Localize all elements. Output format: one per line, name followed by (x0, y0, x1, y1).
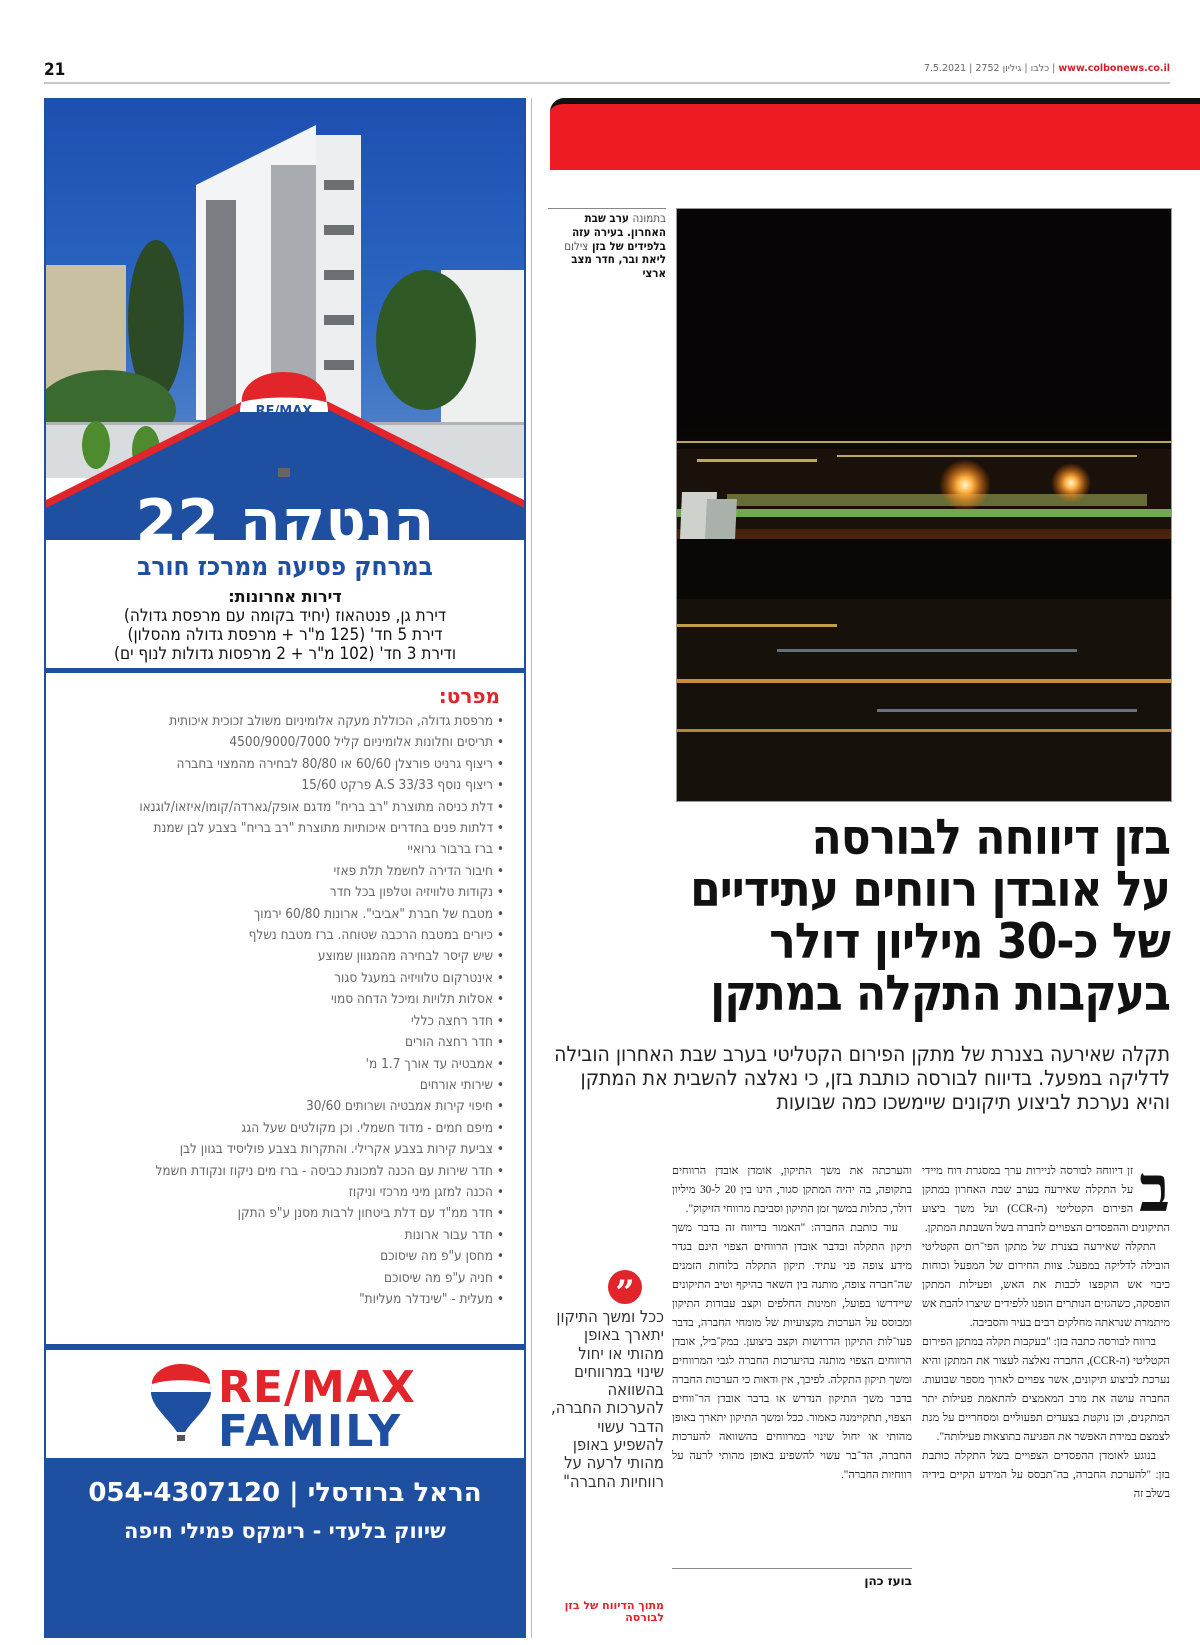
spec-item: • כיורים במטבח הרכבה שטוחה. ברז מטבח נשלף (44, 925, 504, 946)
ad-divider (46, 668, 524, 673)
exclusive-marketing: שיווק בלעדי - רימקס פמילי חיפה (124, 1519, 446, 1543)
spec-item: • חיבור הדירה לחשמל תלת פאזי (44, 861, 504, 882)
spec-item: • ריצוף גרניט פורצלן 60/60 או 80/80 לבחירה מהמצוי בחברה (44, 754, 504, 775)
headline (548, 809, 1170, 1022)
body-paragraph: התקלה שאירעה בצנרת של מתקן הפי־רום הקטליטי הובילה לדליקה במפעל. צוות החירום של המפעל וכוחות כיבוי אש הוקפצו לכבות את האש, ופעילות המתקן הופסקה, כשהגזים הנותרים הופנו ללפידים שיצרו להבת אש מיתמרת שנראתה מחלקים רבים בעיר והסביבה. (922, 1241, 1170, 1329)
byline: בועז כהן (864, 1574, 912, 1588)
spec-item: • צביעת קירות בצבע אקרילי. והתקרות בצבע פוליסיד בגוון לבן (44, 1139, 504, 1160)
spec-heading: מפרט: (438, 684, 500, 708)
body-paragraph: בנוגע לאומדן ההפסדים הצפויים בשל התקלה כותבת בזן: "להערכת החברה, בה־תבסס על המידע הקיים בידיה בשלב זה (922, 1450, 1170, 1500)
quote-mark-icon: ” (608, 1270, 642, 1304)
body-paragraph: והערכתה את משך התיקון, אומדן אובדן הרווחים בתקופה, בה יהיה המתקן סגור, הינו בין 20 ל-30 מיליון דולר, כתלות במשך זמן התיקון וסביבת מרווחי הזיקוק". (672, 1165, 912, 1215)
byline-rule (672, 1568, 912, 1569)
caption-rule (548, 208, 666, 209)
refinery-night-scene (677, 209, 1171, 801)
spec-item: • הכנה למזגן מיני מרכזי וניקוז (44, 1182, 504, 1203)
column-divider (531, 98, 532, 1638)
body-column-right (922, 1152, 1170, 1504)
spec-item: • חדר שירות עם הכנה למכונת כביסה - ברז מים ניקוז ונקודת חשמל (44, 1161, 504, 1182)
spec-item: • חדר רחצה הורים (44, 1032, 504, 1053)
photo-credit: ליאת ובר, חדר מצב ארצי (571, 252, 666, 281)
issue-number: גיליון 2752 (975, 63, 1022, 74)
spec-item: • אסלות תלויות ומיכל הדחה סמוי (44, 989, 504, 1010)
section-banner (550, 98, 1200, 170)
unit-line: דירת 5 חד' (125 מ"ר + מרפסת גדולה מהסלון) (127, 625, 443, 645)
spec-item: • שיש קיסר לבחירה מהמגוון שמוצע (44, 946, 504, 967)
spec-item: • אינטרקום טלוויזיה במעגל סגור (44, 968, 504, 989)
spec-item: • חדר רחצה כללי (44, 1011, 504, 1032)
headline-line: בזן דיווחה לבורסה (811, 809, 1170, 866)
unit-line: דירת גן, פנטהאוז (יחיד בקומה עם מרפסת גדולה) (123, 606, 447, 626)
spec-item: • חניה ע"פ מה שיסוכם (44, 1268, 504, 1289)
pull-quote-source: מתוך הדיווח של בזן לבורסה (564, 1599, 664, 1624)
headline-line: על אובדן רווחים עתידיים (690, 861, 1170, 918)
website-link[interactable]: www.colbonews.co.il (1058, 63, 1170, 74)
body-paragraph: עוד כותבת החברה: "האמור בדיווח זה בדבר משך תיקון התקלה ובדבר אובדן הרווחים הצפוי הינם בגדר מידע צופה פני עתיד. תיקון התקלה בלוחות הזמנים שה־חברה צופה, מותנה בין השאר בהיקף וטיב התיקונים שיידרשו בפועל, וזמינות החלפים וקצב עבודות התיקון ומבוסס על הערכות מקצועיות של מומחי החברה, בדבר פעו־לות התיקון הדרושות וקצב ביצוען. במק־ביל, אובדן הרווחים הצפוי מותנה בהיערכות החברה לגבי המרווחים ומשך תיקון התקלה. לפיכך, אין ודאות כי הערכות החברה בדבר משך התיקון הנדרש או בדבר אובדן הר־ווחים הצפוי, תתקיימנה כאמור. ככל ומשך התיקון יתארך באופן מהותי או יחול שינוי במרווחים בהשוואה להערכות החברה, הד־בר עשוי להשפיע באופן מהותי לרעה על רווחיות החברה". (672, 1222, 912, 1481)
brand-remax: RE/MAX (218, 1362, 416, 1413)
remax-balloon-icon (148, 1362, 214, 1444)
credit-label: צילום (564, 238, 589, 253)
remax-balloon-logo (234, 368, 334, 480)
spec-item: • דלת כניסה מתוצרת "רב בריח" מדגם אופק/גארדה/קומו/איזאו/לוגנאו (44, 797, 504, 818)
spec-item: • אמבטיה עד אורך 1.7 מ' (44, 1054, 504, 1075)
page-number: 21 (44, 60, 66, 80)
body-paragraph: זן דיווחה לבורסה לניירות ערך במסגרת דוח מיידי על התקלה שאירעה בערב שבת האחרון במתקן הפירום הקטליטי (ה-CCR) ועל משך ביצוע התיקונים וההפסדים הצפויים לחברה בשל השבתת המתקן. (922, 1165, 1170, 1234)
spec-item: • חדר עבור ארונות (44, 1225, 504, 1246)
spec-item: • נקודות טלוויזיה וטלפון בכל חדר (44, 882, 504, 903)
ad-title: הנטקה 22 (135, 487, 435, 557)
publication-name: כלבו (1030, 63, 1050, 74)
headline-line: של כ-30 מיליון דולר (769, 913, 1170, 970)
article-photo-refinery-night (676, 208, 1172, 802)
spec-item: • מחסן ע"פ מה שיסוכם (44, 1246, 504, 1267)
body-paragraph: ברווח לבורסה כתבה בזן: "בעקבות תקלה במתקן הפירום הקטליטי (ה-CCR), החברה נאלצה לעצור את המתקן והיא נערכת לביצוע תיקונים, אשר צפויים לארוך מספר שבועות. החברה עושה את מרב המאמצים להתאמת פעילות יתר המתקנים, וכן נוקטת בצעדים תפעוליים ומסחריים על מנת לצמצם במידת האפשר את הפגיעה בתוצאות פעילותה". (922, 1336, 1170, 1443)
spec-item: • מעלית - "שינדלר מעליות" (44, 1289, 504, 1310)
brand-family: FAMILY (218, 1406, 403, 1457)
ad-subtitle: במרחק פסיעה ממרכז חורב (137, 552, 433, 582)
spec-item: • מרפסת גדולה, הכוללת מעקה אלומיניום משולב זכוכית איכותית (44, 711, 504, 732)
contact-phone[interactable]: הראל ברודסלי | 054-4307120 (88, 1478, 482, 1508)
spec-item: • מיפם חמים - מדוד חשמלי. וכן מקולטים שעל הגג (44, 1118, 504, 1139)
spec-item: • שירותי אורחים (44, 1075, 504, 1096)
unit-line: ודירת 3 חד' (102 מ"ר + 2 מרפסות גדולות לנוף ים) (114, 644, 456, 664)
body-column-middle (672, 1162, 912, 1485)
spec-item: • חיפוי קירות אמבטיה ושרותים 30/60 (44, 1096, 504, 1117)
spec-list (44, 711, 504, 1310)
issue-date: 7.5.2021 (923, 63, 967, 74)
masthead: www.colbonews.co.il | כלבו | גיליון 2752 | 7.5.2021 (923, 63, 1170, 74)
remax-advertisement[interactable] (44, 98, 526, 1638)
caption-label: בתמונה (632, 211, 666, 225)
drop-cap: ב (1139, 1152, 1170, 1227)
spec-item: • דלתות פנים בחדרים איכותיות מתוצרת "רב בריח" בצבע לבן שמנת (44, 818, 504, 839)
caption-text: ערב שבת האחרון. בעירה עזה בלפידים של בזן (572, 211, 666, 253)
spec-item: • תריסים וחלונות אלומיניום קליל 4500/9000/7000 (44, 732, 504, 753)
spec-item: • מטבח של חברת "אביבי". ארונות 60/80 ירמוך (44, 904, 504, 925)
photo-caption (548, 212, 666, 281)
headline-line: בעקבות התקלה במתקן (710, 965, 1170, 1022)
header-divider (44, 82, 1170, 84)
spec-item: • ברז ברבור גרואיי (44, 839, 504, 860)
spec-item: • חדר ממ"ד עם דלת ביטחון לרבות מסנן ע"פ התקן (44, 1203, 504, 1224)
subheadline: תקלה שאירעה בצנרת של מתקן הפירום הקטליטי בערב שבת האחרון הובילה לדליקה במפעל. בדיווח לבורסה כותבת בזן, כי נאלצה להשבית את המתקן והיא נערכת לביצוע תיקונים שיימשכו כמה שבועות (554, 1042, 1170, 1114)
pull-quote: ככל ומשך התיקון יתארך באופן מהותי או יחול שינוי במרווחים בהשוואה להערכות החברה, הדבר עשוי להשפיע באופן מהותי לרעה על רווחיות החברה" (551, 1307, 664, 1491)
balloon-logo-text: RE/MAX (255, 404, 313, 419)
last-units-heading: דירות אחרונות: (228, 587, 342, 606)
spec-item: • ריצוף נוסף A.S 33/33 פרקט 15/60 (44, 775, 504, 796)
